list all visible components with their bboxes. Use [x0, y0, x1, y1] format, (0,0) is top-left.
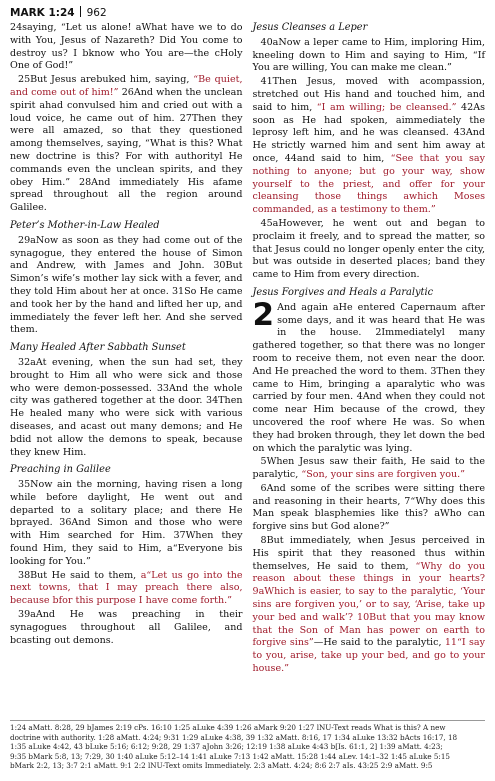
footnote-line: 1:24 aMatt. 8:28, 29 bJames 2:19 cPs. 16:10 1:25 aLuke 4:39 1:26 aMark 9:20 1:27 lNU-Text reads What is this? A new	[10, 723, 446, 732]
cross-references	[10, 720, 485, 771]
words-of-jesus: “Why do you reason about these things in your hearts? 9aWhich is easier, to say to the paralytic, ‘Your sins are forgiven you,’ or to say, ‘Arise, take up your bed and walk’? 10But that you may know that the Son of Man has power on earth to forgive sins”	[252, 560, 485, 649]
section-heading: Many Healed After Sabbath Sunset	[10, 342, 186, 354]
words-of-jesus: “See that you say nothing to anyone; but go your way, show yourself to the priest, and offer for your cleansing those things awhich Moses commanded, as a testimony to them.”	[252, 152, 485, 216]
verse-text: 25But Jesus arebuked him, saying,	[18, 74, 194, 86]
verse-paragraph: 45aHowever, he went out and began to proclaim it freely, and to spread the matter, so that Jesus could no longer openly enter the city, but was outside in deserted places; band they came to Him from every direction.	[252, 217, 485, 281]
section-heading: Peter’s Mother-in-Law Healed	[10, 219, 160, 231]
verse-paragraph: 6And some of the scribes were sitting there and reasoning in their hearts, 7“Why does this Man speak blasphemies like this? aWho can forgive sins but God alone?”	[252, 482, 485, 533]
chapter-reference: MARK 1:24	[10, 7, 75, 19]
right-column	[253, 22, 486, 677]
words-of-jesus: “Son, your sins are forgiven you.”	[301, 469, 466, 481]
verse-paragraph: 24saying, “Let us alone! aWhat have we to do with You, Jesus of Nazareth? Did You come to destroy us? I bknow who You are—the cHoly One of God!”	[10, 22, 243, 72]
words-of-jesus: 11“I say to you, arise, take up your bed, and go to your house.”	[252, 637, 485, 675]
section-heading: Preaching in Galilee	[10, 464, 111, 476]
chapter-number: 2	[252, 296, 275, 333]
verse-paragraph: 40aNow a leper came to Him, imploring Him, kneeling down to Him and saying to Him, “If You are willing, You can make me clean.”	[252, 36, 485, 74]
page-number: 962	[86, 7, 107, 19]
verse-text: 41Then Jesus, moved with acompassion, stretched out His hand and touched him, and said to him,	[252, 76, 485, 113]
footnote-line: doctrine with authority. 1:28 aMatt. 4:24; 9:31 1:29 aLuke 4:38, 39 1:32 aMatt. 8:16, 17 1:34 aLuke 13:32 bActs 16:17, 18	[10, 732, 458, 742]
words-of-jesus: a“Let us go into the next towns, that I may preach there also, because bfor this purpose I have come forth.”	[10, 569, 243, 607]
verse-text: 5When Jesus saw their faith, He said to the paralytic,	[252, 456, 485, 481]
verse-text: 38But He said to them,	[18, 569, 141, 581]
section-heading: Jesus Forgives and Heals a Paralytic	[252, 286, 434, 298]
words-of-jesus: “I am willing; be cleansed.”	[316, 101, 457, 113]
verse-text: And again aHe entered Capernaum after some days, and it was heard that He was in the house. 2Immediatelyl many gathered together, so that there was no longer room to receive them, not even near the door. And He preached the word to them. 3Then they came to Him, bringing a aparalytic who was carried by four men. 4And when they could not come near Him because of the crowd, they uncovered the roof where He was. So when they had broken through, they let down the bed on which the paralytic was lying.	[252, 301, 485, 454]
verse-paragraph: 29aNow as soon as they had come out of the synagogue, they entered the house of Simon and Andrew, with James and John. 30But Simon’s wife’s mother lay sick with a fever, and they told Him about her at once. 31So He came and took her by the hand and lifted her up, and immediately the fever left her. And she served them.	[10, 234, 243, 336]
footnote-line: bMark 2:2, 13; 3:7 2:1 aMatt. 9:1 2:2 lNU-Text omits Immediately. 2:3 aMatt. 4:24; 8:6 2:7 aIs. 43:25 2:9 aMatt. 9:5	[10, 761, 433, 770]
verse-text: 8But immediately, when Jesus perceived in His spirit that they reasoned thus within themselves, He said to them,	[252, 535, 485, 572]
verse-paragraph: 39aAnd He was preaching in their synagogues throughout all Galilee, and bcasting out demons.	[10, 609, 243, 646]
page-header	[10, 6, 485, 20]
verse-text: 26And when the unclean spirit ahad convulsed him and cried out with a loud voice, he came out of him. 27Then they were all amazed, so that they questioned among themselves, saying, “What is this? What new doctrine is this? For with authorityl He commands even the unclean spirits, and they obey Him.” 28And immediately His afame spread throughout all the region around Galilee.	[10, 86, 243, 214]
text-columns	[10, 22, 485, 677]
verse-text: 42As soon as He had spoken, aimmediately the leprosy left him, and he was cleansed. 43And He strictly warned him and sent him away at once, 44and said to him,	[252, 101, 485, 164]
footnote-line: 9:35 bMark 5:8, 13; 7:29, 30 1:40 aLuke 5:12–14 1:41 aLuke 7:13 1:42 aMatt. 15:28 1:44 aLev. 14:1–32 1:45 aLuke 5:15	[10, 751, 450, 761]
verse-paragraph	[253, 535, 486, 676]
verse-paragraph	[10, 570, 243, 608]
section-heading: Jesus Cleanses a Leper	[252, 22, 368, 33]
verse-paragraph: 35Now ain the morning, having risen a long while before daylight, He went out and departed to a solitary place; and there He bprayed. 36And Simon and those who were with Him searched for Him. 37When they found Him, they said to Him, a“Everyone bis looking for You.”	[10, 479, 243, 567]
verse-paragraph	[10, 74, 243, 215]
words-of-jesus: “Be quiet, and come out of him!”	[10, 74, 243, 98]
verse-paragraph: 32aAt evening, when the sun had set, they brought to Him all who were sick and those who were demon-possessed. 33And the whole city was gathered together at the door. 34Then He healed many who were sick with various diseases, and acast out many demons; and He bdid not allow the demons to speak, because they knew Him.	[10, 356, 243, 458]
left-column	[10, 22, 243, 677]
footnote-line: 1:35 aLuke 4:42, 43 bLuke 5:16; 6:12; 9:28, 29 1:37 aJohn 3:26; 12:19 1:38 aLuke 4:43 b[Is. 61:1, 2] 1:39 aMatt. 4:23;	[10, 742, 443, 751]
verse-paragraph	[252, 296, 486, 456]
verse-paragraph	[253, 76, 486, 217]
verse-text: —He said to the paralytic,	[313, 637, 445, 649]
header-divider	[80, 6, 81, 17]
verse-paragraph	[253, 456, 486, 482]
